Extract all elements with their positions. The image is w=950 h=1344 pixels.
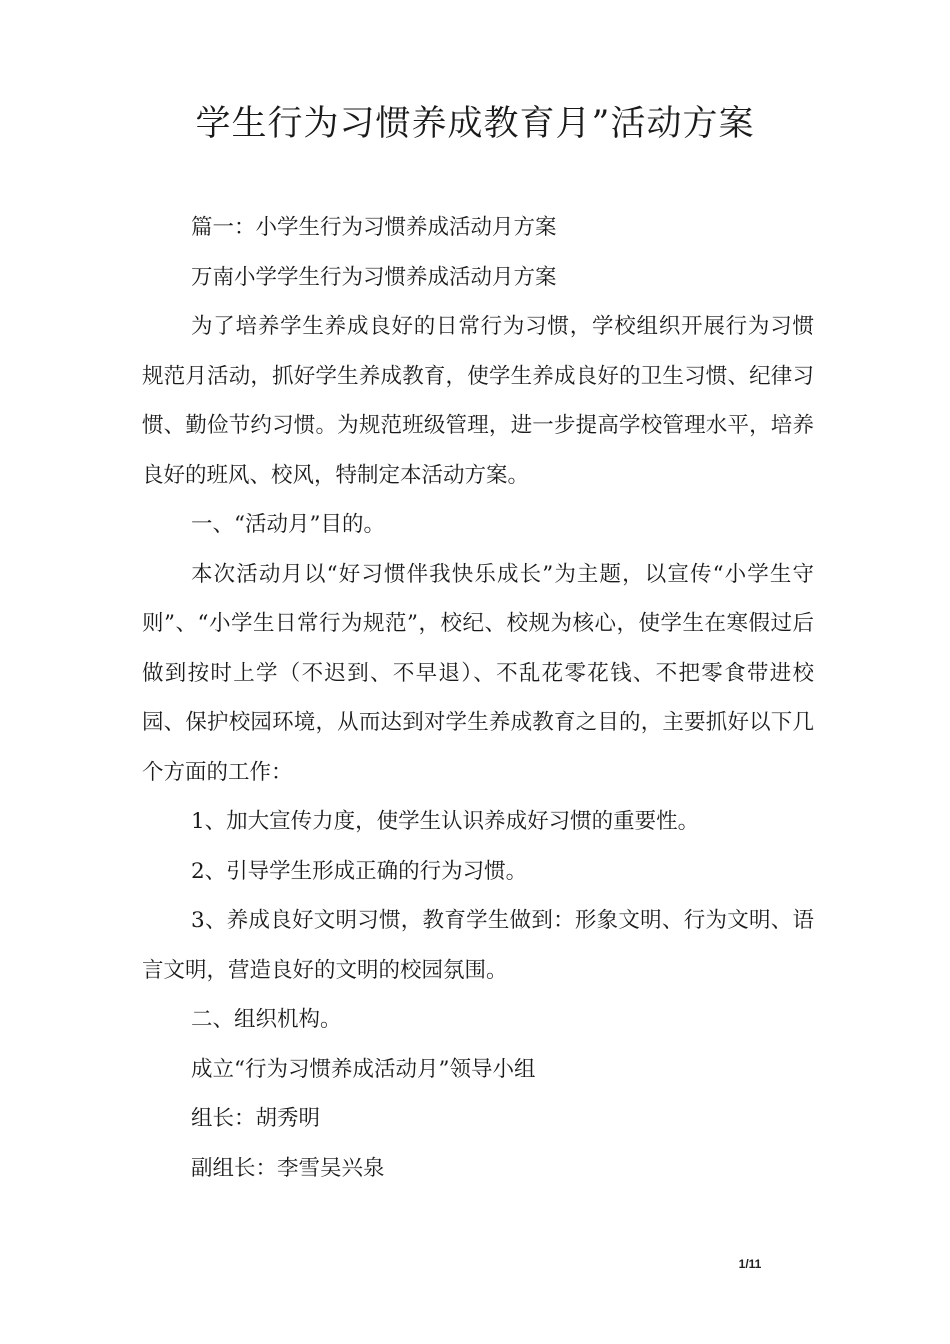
paragraph-intro: 为了培养学生养成良好的日常行为习惯，学校组织开展行为习惯规范月活动，抓好学生养成教育，使学生养成良好的卫生习惯、纪律习惯、勤俭节约习惯。为规范班级管理，进一步提高学校管理水平，培养良好的班风、校风，特制定本活动方案。 [142, 314, 814, 488]
paragraph-leading-group: 成立“行为习惯养成活动月”领导小组 [191, 1056, 536, 1082]
paragraph-group-leader: 组长：胡秀明 [191, 1106, 321, 1131]
paragraph-section-one-body: 本次活动月以“好习惯伴我快乐成长”为主题，以宣传“小学生守则”、“小学生日常行为规范”，校纪、校规为核心，使学生在寒假过后做到按时上学（不迟到、不早退）、不乱花零花钱、不把零食带进校园、保护校园环境，从而达到对学生养成教育之目的，主要抓好以下几个方面的工作： [142, 561, 814, 785]
document-body [142, 203, 814, 1193]
paragraph-item-1: 1、加大宣传力度，使学生认识养成好习惯的重要性。 [191, 809, 700, 834]
document-title: 学生行为习惯养成教育月”活动方案 [195, 104, 755, 144]
paragraph-article-heading: 篇一：小学生行为习惯养成活动月方案 [191, 215, 557, 240]
paragraph-item-3: 3、养成良好文明习惯，教育学生做到：形象文明、行为文明、语言文明，营造良好的文明的校园氛围。 [142, 908, 814, 983]
page-number: 1/11 [738, 1257, 762, 1271]
paragraph-plan-title: 万南小学学生行为习惯养成活动月方案 [191, 264, 557, 290]
paragraph-section-two-heading: 二、组织机构。 [191, 1007, 342, 1032]
paragraph-item-2: 2、引导学生形成正确的行为习惯。 [191, 858, 528, 884]
paragraph-section-one-heading: 一、“活动月”目的。 [191, 512, 385, 537]
paragraph-deputy-leader: 副组长：李雪吴兴泉 [191, 1155, 385, 1181]
